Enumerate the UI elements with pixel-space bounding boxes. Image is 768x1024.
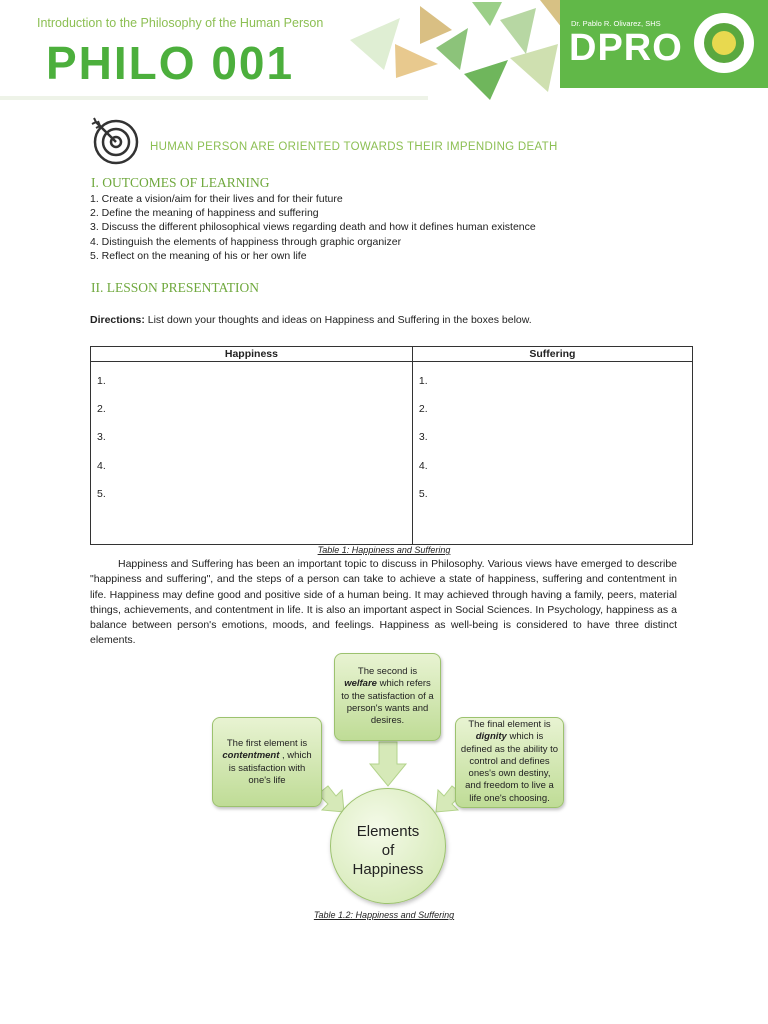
elements-of-happiness-node xyxy=(330,788,446,904)
diagram-caption: Table 1.2: Happiness and Suffering xyxy=(313,910,455,920)
worksheet-table xyxy=(90,346,693,545)
welfare-node xyxy=(334,653,441,741)
outcomes-heading: I. OUTCOMES OF LEARNING xyxy=(91,175,270,190)
contentment-pre: The first element is xyxy=(226,738,308,749)
contentment-node xyxy=(212,717,322,807)
list-number: 5. xyxy=(418,487,428,500)
author-name: Dr. Pablo R. Olivarez, SHS xyxy=(571,19,661,28)
welfare-pre: The second is xyxy=(357,666,418,677)
outcome-item: 1. Create a vision/aim for their lives and for their future xyxy=(90,193,343,205)
directions-label: Directions: xyxy=(90,314,145,326)
welfare-post: which refers to the satisfaction of a person's wants and desires. xyxy=(341,678,434,727)
list-number: 1. xyxy=(418,375,428,387)
center-line: of xyxy=(381,842,395,859)
table-caption: Table 1: Happiness and Suffering xyxy=(317,545,451,555)
header-triangles xyxy=(340,0,570,110)
dignity-post: which is defined as the ability to control and defines ones's own destiny, and freedom to live a life one's choosing. xyxy=(460,731,559,804)
course-subtitle: Introduction to the Philosophy of the Human Person xyxy=(37,16,324,30)
outcome-item: 4. Distinguish the elements of happiness through graphic organizer xyxy=(90,235,402,248)
lesson-heading: II. LESSON PRESENTATION xyxy=(91,280,260,295)
happiness-cell[interactable] xyxy=(91,362,413,545)
course-code: PHILO 001 xyxy=(46,37,295,89)
outcome-item: 5. Reflect on the meaning of his or her own life xyxy=(90,249,307,262)
contentment-term: contentment xyxy=(222,750,280,762)
suffering-cell[interactable] xyxy=(412,362,692,545)
center-line: Happiness xyxy=(352,861,424,878)
topic-title: HUMAN PERSON ARE ORIENTED TOWARDS THEIR IMPENDING DEATH xyxy=(150,141,558,153)
dignity-term: dignity xyxy=(475,731,507,743)
list-number: 3. xyxy=(97,431,106,444)
center-line: Elements xyxy=(356,823,420,840)
list-number: 3. xyxy=(418,431,428,444)
contentment-post: , which is satisfaction with one's life xyxy=(228,750,312,786)
column-header-suffering: Suffering xyxy=(412,347,692,362)
target-icon xyxy=(88,112,144,168)
dignity-pre: The final element is xyxy=(468,719,551,730)
list-number: 2. xyxy=(418,403,428,416)
list-number: 1. xyxy=(97,375,106,387)
list-number: 5. xyxy=(97,487,106,500)
list-number: 4. xyxy=(97,459,106,472)
directions-text: List down your thoughts and ideas on Happiness and Suffering in the boxes below. xyxy=(144,314,532,326)
column-header-happiness: Happiness xyxy=(91,347,413,362)
outcome-item: 2. Define the meaning of happiness and suffering xyxy=(90,207,319,220)
dignity-node xyxy=(455,717,564,808)
outcome-item: 3. Discuss the different philosophical views regarding death and how it defines human existence xyxy=(90,221,536,234)
welfare-term: welfare xyxy=(344,678,377,690)
outcomes-list xyxy=(90,192,536,263)
list-number: 2. xyxy=(97,403,106,416)
brand-logo: DPRO xyxy=(569,27,683,69)
list-number: 4. xyxy=(418,459,428,472)
header-divider xyxy=(0,96,428,100)
college-seal-core xyxy=(712,31,736,55)
body-paragraph: Happiness and Suffering has been an important topic to discuss in Philosophy. Various views have emerged to describe "happiness and suffering", and the steps of a person can take to achieve a state of happiness, suffering and contentment in life. Happiness may define good and positive side of a human being. It may achieved through having a family, peers, material things, achievements, and contentment in life. It is also an important aspect in Social Sciences. In Psychology, happiness as a balance between person's emotions, moods, and feelings. Happiness as well-being is considered to have three distinct elements. xyxy=(90,558,677,647)
directions xyxy=(90,314,532,326)
